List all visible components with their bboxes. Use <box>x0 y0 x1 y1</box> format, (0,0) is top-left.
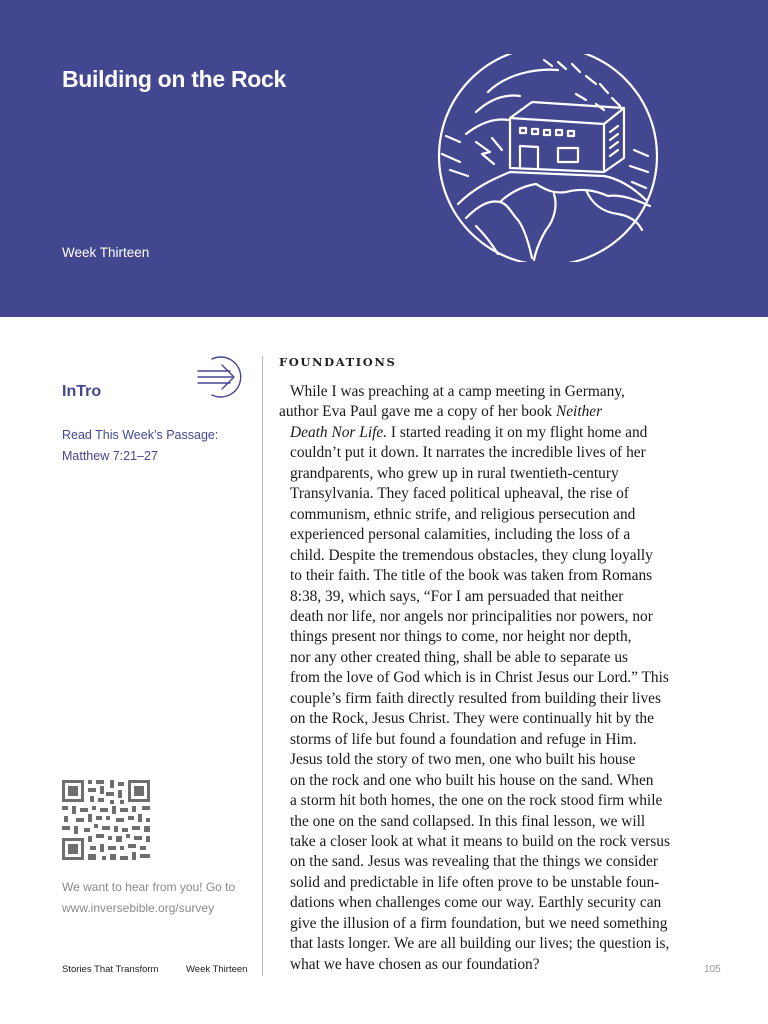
text-line: storms of life but found a foundation and refuge in Him. <box>290 730 637 748</box>
column-divider <box>262 356 263 976</box>
text-line: couple’s firm faith directly resulted from building their lives <box>290 689 661 707</box>
footer-week: Week Thirteen <box>186 964 248 975</box>
text-line: dations when challenges come our way. Earthly security can <box>290 894 662 912</box>
header-banner <box>0 0 768 317</box>
footer-book-title: Stories That Transform <box>62 964 159 975</box>
text-line: Jesus told the story of two men, one who built his house <box>290 751 636 769</box>
text-line: couldn’t put it down. It narrates the incredible lives of her <box>290 444 646 462</box>
week-label: Week Thirteen <box>62 245 150 260</box>
text-line: While I was preaching at a camp meeting in Germany, <box>290 383 625 400</box>
text-line: nor any other created thing, shall be able to separate us <box>290 648 629 666</box>
text-line: give the illusion of a firm foundation, but we need something <box>290 914 668 932</box>
text-line: child. Despite the tremendous obstacles, they clung loyally <box>290 546 653 564</box>
text-line: on the Rock, Jesus Christ. They were continually hit by the <box>290 710 654 728</box>
survey-link[interactable]: www.inversebible.org/survey <box>62 900 215 915</box>
text-line: communism, ethnic strife, and religious persecution and <box>290 505 636 523</box>
paragraph-1 <box>279 382 681 750</box>
text-line: experienced personal calamities, including the loss of a <box>290 526 631 544</box>
weekly-passage <box>62 425 218 466</box>
section-label: InTro <box>62 383 102 400</box>
qr-code[interactable] <box>62 780 150 860</box>
book-title-italic: Neither <box>555 403 603 421</box>
text-line: from the love of God which is in Christ Jesus our Lord.” This <box>290 669 669 687</box>
text-line: what we have chosen as our foundation? <box>290 955 540 973</box>
passage-prompt: Read This Week’s Passage: <box>62 428 219 442</box>
text-line: on the sand. Jesus was revealing that the things we consider <box>290 853 659 871</box>
survey-callout <box>62 877 235 918</box>
text-line: solid and predictable in life often prove to be unstable foun- <box>290 873 660 891</box>
page-number: 105 <box>704 964 721 975</box>
text-line: grandparents, who grew up in rural twentieth-century <box>290 464 619 482</box>
article-body <box>279 382 681 975</box>
section-heading: FOUNDATIONS <box>279 355 397 369</box>
text-line: a storm hit both homes, the one on the rock stood firm while <box>290 792 663 810</box>
text-line: to their faith. The title of the book was taken from Romans <box>290 567 653 585</box>
text-line: the one on the sand collapsed. In this final lesson, we will <box>290 812 646 830</box>
paragraph-2 <box>279 750 681 975</box>
text-line: author Eva Paul gave me a copy of her book Neither <box>279 403 603 421</box>
text-line: Death Nor Life. I started reading it on my flight home and <box>290 423 648 441</box>
text-line: on the rock and one who built his house on the sand. When <box>290 771 654 789</box>
text-line: death nor life, nor angels nor principalities nor powers, nor <box>290 607 653 625</box>
text-line: 8:38, 39, which says, “For I am persuaded that neither <box>290 587 624 605</box>
page-title: Building on the Rock <box>62 66 286 92</box>
text-line: take a closer look at what it means to build on the rock versus <box>290 832 670 850</box>
survey-prompt: We want to hear from you! Go to <box>62 880 236 894</box>
passage-reference[interactable]: Matthew 7:21–27 <box>62 448 158 463</box>
book-title-italic: Death Nor Life. <box>290 423 388 441</box>
text-line: things present nor things to come, nor height nor depth, <box>290 628 632 646</box>
arrow-circle-icon <box>192 355 246 399</box>
house-on-rock-emblem-icon <box>436 54 660 262</box>
text-line: that lasts longer. We are all building our lives; the question is, <box>290 935 670 953</box>
text-line: Transylvania. They faced political upheaval, the rise of <box>290 485 629 503</box>
